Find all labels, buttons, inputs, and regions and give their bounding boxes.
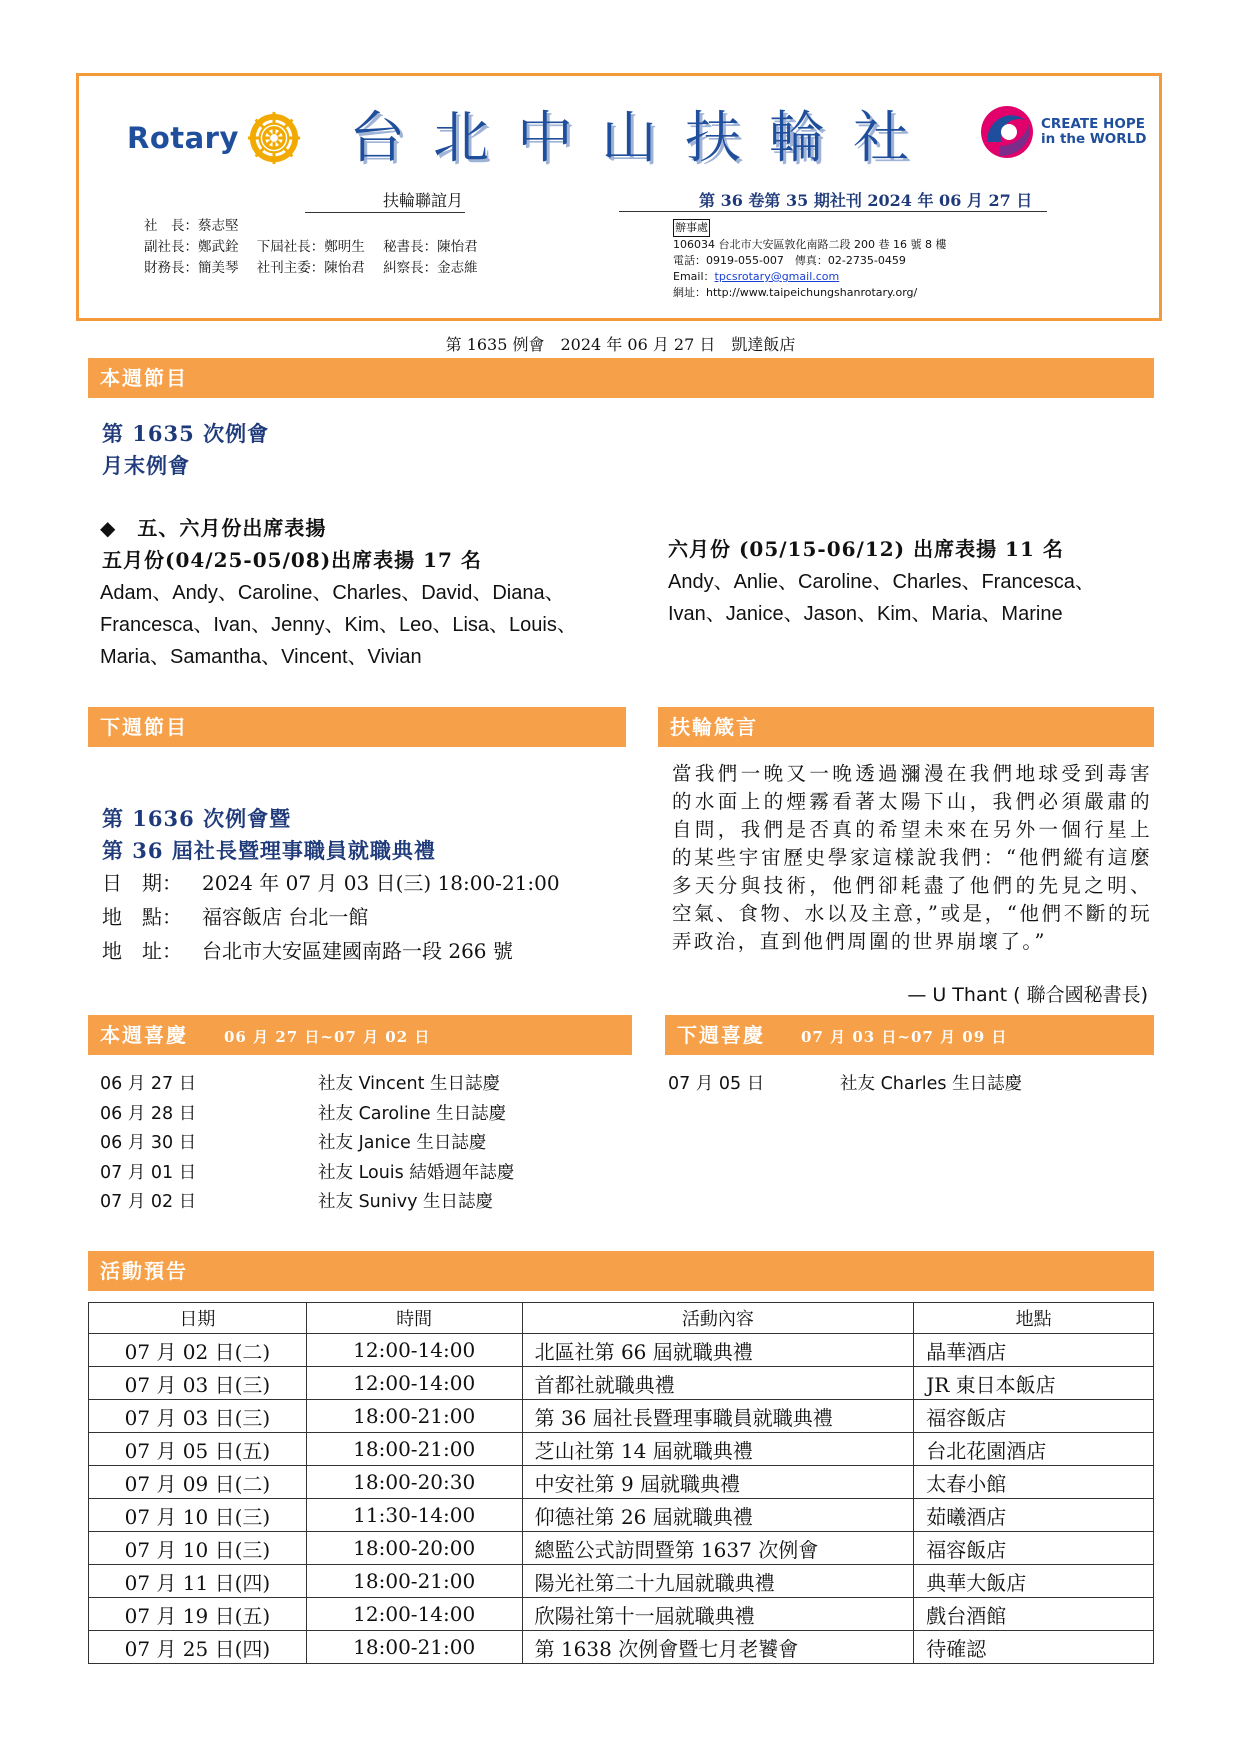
activity-place: 戲台酒館 — [914, 1598, 1154, 1631]
office-email-link[interactable]: tpcsrotary@gmail.com — [714, 270, 840, 283]
section-bar-this-week: 本週節目 — [88, 358, 1154, 398]
activity-date: 07 月 10 日(三) — [89, 1499, 307, 1532]
activity-place: 晶華酒店 — [914, 1334, 1154, 1367]
next-week-celebrations-range: 07 月 03 日~07 月 09 日 — [801, 1028, 1008, 1046]
may-attendance-heading: 五月份(04/25-05/08)出席表揚 17 名 — [102, 548, 482, 572]
may-names-line-1: Adam、Andy、Caroline、Charles、David、Diana、 — [100, 582, 565, 604]
activity-content: 第 36 屆社長暨理事職員就職典禮 — [522, 1400, 914, 1433]
activity-date: 07 月 02 日(二) — [89, 1334, 307, 1367]
rotary-wordmark: Rotary — [127, 121, 239, 155]
activity-place: 福容飯店 — [914, 1400, 1154, 1433]
activity-time: 12:00-14:00 — [306, 1367, 522, 1400]
next-week-celebrations-label: 下週喜慶 — [677, 1023, 765, 1047]
activity-content: 第 1638 次例會暨七月老饕會 — [522, 1631, 914, 1664]
section-bar-this-week-celebrations — [88, 1015, 632, 1055]
activities-table — [88, 1302, 1154, 1664]
this-week-title-2: 月末例會 — [102, 453, 190, 478]
office-info — [673, 219, 946, 301]
celebration-row — [100, 1099, 506, 1129]
activity-content: 首都社就職典禮 — [522, 1367, 914, 1400]
activity-time: 18:00-21:00 — [306, 1565, 522, 1598]
section-bar-activities: 活動預告 — [88, 1251, 1154, 1291]
theme-line-1: CREATE HOPE — [1041, 116, 1145, 132]
may-names-line-3: Maria、Samantha、Vincent、Vivian — [100, 646, 422, 668]
activity-time: 11:30-14:00 — [306, 1499, 522, 1532]
celebration-date: 07 月 02 日 — [100, 1192, 197, 1212]
celebration-row — [100, 1187, 493, 1217]
place-value: 福容飯店 台北一館 — [202, 905, 369, 929]
activity-date: 07 月 09 日(二) — [89, 1466, 307, 1499]
celebration-text: 社友 Caroline 生日誌慶 — [318, 1103, 507, 1124]
table-row — [89, 1565, 1154, 1598]
may-attendance-names — [100, 577, 577, 673]
address-label: 地 址： — [102, 939, 182, 963]
activity-place: JR 東日本飯店 — [914, 1367, 1154, 1400]
activity-time: 18:00-21:00 — [306, 1631, 522, 1664]
table-row — [89, 1367, 1154, 1400]
next-week-place — [102, 900, 368, 934]
place-label: 地 點： — [102, 905, 182, 929]
table-row — [89, 1400, 1154, 1433]
header-time: 時間 — [306, 1303, 522, 1334]
officer-treasurer: 財務長：簡美琴 — [144, 260, 239, 276]
celebration-row — [668, 1069, 1022, 1099]
activity-content: 北區社第 66 屆就職典禮 — [522, 1334, 914, 1367]
officer-secretary: 秘書長：陳怡君 — [383, 239, 478, 255]
activity-content: 仰德社第 26 屆就職典禮 — [522, 1499, 914, 1532]
officer-president-elect: 下屆社長：鄭明生 — [256, 239, 365, 255]
celebration-row — [100, 1069, 500, 1099]
meeting-line: 第 1635 例會 2024 年 06 月 27 日 凱達飯店 — [445, 335, 796, 354]
section-bar-next-week: 下週節目 — [88, 707, 626, 747]
activity-time: 18:00-21:00 — [306, 1400, 522, 1433]
office-label: 辦事處 — [673, 219, 710, 237]
may-names-line-2: Francesca、Ivan、Jenny、Kim、Leo、Lisa、Louis、 — [100, 614, 577, 636]
celebration-text: 社友 Charles 生日誌慶 — [840, 1074, 1023, 1094]
activity-time: 18:00-21:00 — [306, 1433, 522, 1466]
next-week-date — [102, 866, 560, 900]
celebration-date: 06 月 28 日 — [100, 1103, 197, 1124]
activity-content: 總監公式訪問暨第 1637 次例會 — [522, 1532, 914, 1565]
celebration-text: 社友 Louis 結婚週年誌慶 — [318, 1162, 515, 1183]
section-bar-next-week-celebrations — [665, 1015, 1154, 1055]
officer-vice-president: 副社長：鄭武銓 — [144, 239, 239, 255]
motto-attribution: — U Thant ( 聯合國秘書長) — [907, 984, 1148, 1006]
activity-time: 18:00-20:30 — [306, 1466, 522, 1499]
june-names-line-2: Ivan、Janice、Jason、Kim、Maria、Marine — [668, 603, 1063, 625]
officer-sergeant: 糾察長：金志維 — [383, 260, 478, 276]
celebration-row — [100, 1158, 514, 1188]
activity-date: 07 月 10 日(三) — [89, 1532, 307, 1565]
activity-date: 07 月 11 日(四) — [89, 1565, 307, 1598]
june-attendance-names — [668, 566, 1095, 630]
table-row — [89, 1532, 1154, 1565]
activity-date: 07 月 05 日(五) — [89, 1433, 307, 1466]
theme-logo — [979, 102, 1146, 162]
this-week-celebrations-label: 本週喜慶 — [100, 1023, 188, 1047]
next-week-title-2: 第 36 屆社長暨理事職員就職典禮 — [102, 838, 436, 863]
officer-bulletin-chair: 社刊主委：陳怡君 — [256, 260, 365, 276]
date-value: 2024 年 07 月 03 日(三) 18:00-21:00 — [202, 871, 560, 895]
celebration-text: 社友 Janice 生日誌慶 — [318, 1133, 487, 1153]
activity-date: 07 月 03 日(三) — [89, 1367, 307, 1400]
celebration-date: 06 月 27 日 — [100, 1074, 197, 1094]
june-attendance-heading: 六月份 (05/15-06/12) 出席表揚 11 名 — [668, 537, 1064, 561]
next-week-title-1: 第 1636 次例會暨 — [102, 806, 292, 831]
table-row — [89, 1598, 1154, 1631]
activity-place: 福容飯店 — [914, 1532, 1154, 1565]
activity-place: 茹曦酒店 — [914, 1499, 1154, 1532]
activity-time: 12:00-14:00 — [306, 1334, 522, 1367]
attendance-heading: ◆ 五、六月份出席表揚 — [100, 516, 327, 540]
rotary-wheel-icon — [245, 109, 303, 167]
celebration-date: 06 月 30 日 — [100, 1133, 197, 1153]
officers-row-3 — [144, 258, 492, 279]
this-week-celebrations-range: 06 月 27 日~07 月 02 日 — [224, 1028, 431, 1046]
address-value: 台北市大安區建國南路一段 266 號 — [202, 939, 513, 963]
issue-line: 第 36 卷第 35 期社刊 2024 年 06 月 27 日 — [619, 188, 1047, 212]
create-hope-logo-icon — [979, 102, 1035, 162]
this-week-title-1: 第 1635 次例會 — [102, 421, 270, 446]
table-header-row — [89, 1303, 1154, 1334]
rotary-logo — [127, 106, 303, 170]
activity-content: 陽光社第二十九屆就職典禮 — [522, 1565, 914, 1598]
table-row — [89, 1466, 1154, 1499]
activity-place: 待確認 — [914, 1631, 1154, 1664]
activity-date: 07 月 03 日(三) — [89, 1400, 307, 1433]
header-place: 地點 — [914, 1303, 1154, 1334]
officers-row-1 — [144, 216, 253, 237]
header-date: 日期 — [89, 1303, 307, 1334]
header-content: 活動內容 — [522, 1303, 914, 1334]
activity-place: 太春小館 — [914, 1466, 1154, 1499]
table-row — [89, 1631, 1154, 1664]
celebration-date: 07 月 05 日 — [668, 1074, 765, 1094]
office-address: 106034 台北市大安區敦化南路二段 200 巷 16 號 8 樓 — [673, 238, 947, 251]
table-row — [89, 1334, 1154, 1367]
date-label: 日 期： — [102, 871, 182, 895]
celebration-text: 社友 Vincent 生日誌慶 — [318, 1074, 501, 1094]
activity-time: 12:00-14:00 — [306, 1598, 522, 1631]
celebration-date: 07 月 01 日 — [100, 1162, 197, 1183]
theme-line-2: in the WORLD — [1041, 131, 1147, 147]
theme-text — [1041, 117, 1146, 147]
activity-date: 07 月 25 日(四) — [89, 1631, 307, 1664]
activities-table-body — [89, 1334, 1154, 1664]
table-row — [89, 1433, 1154, 1466]
activity-content: 芝山社第 14 屆就職典禮 — [522, 1433, 914, 1466]
activity-place: 典華大飯店 — [914, 1565, 1154, 1598]
office-website[interactable]: 網址：http://www.taipeichungshanrotary.org/ — [673, 286, 918, 299]
celebration-text: 社友 Sunivy 生日誌慶 — [318, 1192, 493, 1212]
activity-time: 18:00-20:00 — [306, 1532, 522, 1565]
motto-text: 當我們一晚又一晚透過瀰漫在我們地球受到毒害的水面上的煙霧看著太陽下山，我們必須嚴肅的自問，我們是否真的希望未來在另外一個行星上的某些宇宙歷史學家這樣說我們：“他們縱有這麼多天分與技術，他們卻耗盡了他們的先見之明、空氣、食物、水以及主意，”或是，“他們不斷的玩弄政治，直到他們周圍的世界崩壞了。” — [672, 762, 1152, 953]
office-email-label: Email： — [673, 270, 715, 283]
office-email-row — [673, 269, 946, 285]
activity-content: 欣陽社第十一屆就職典禮 — [522, 1598, 914, 1631]
section-bar-motto: 扶輪箴言 — [658, 707, 1154, 747]
club-name: 台北中山扶輪社 — [349, 106, 937, 171]
next-week-address — [102, 934, 513, 968]
officers-row-2 — [144, 237, 492, 258]
month-theme: 扶輪聯誼月 — [305, 188, 465, 213]
office-phone: 電話：0919-055-007 傳真：02-2735-0459 — [673, 254, 906, 267]
activity-place: 台北花園酒店 — [914, 1433, 1154, 1466]
table-row — [89, 1499, 1154, 1532]
june-names-line-1: Andy、Anlie、Caroline、Charles、Francesca、 — [668, 571, 1095, 593]
celebration-row — [100, 1128, 486, 1158]
activity-date: 07 月 19 日(五) — [89, 1598, 307, 1631]
officer-president: 社 長：蔡志堅 — [144, 218, 239, 234]
activity-content: 中安社第 9 屆就職典禮 — [522, 1466, 914, 1499]
newsletter-header — [76, 73, 1162, 321]
